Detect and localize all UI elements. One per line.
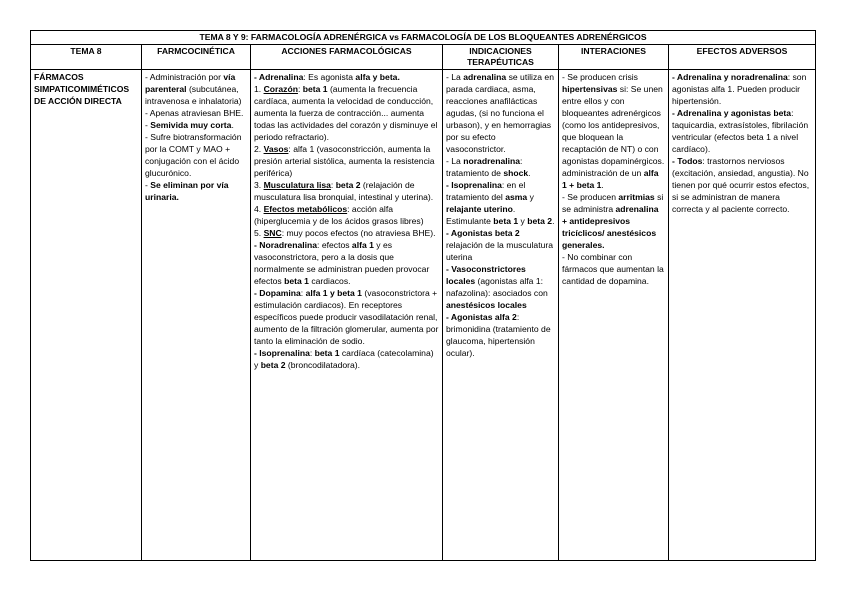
text: cardíaca (catecolamina) y [254, 348, 434, 370]
cell-interacciones [559, 70, 669, 561]
accion-item [254, 227, 439, 239]
text: : efectos [317, 240, 352, 250]
cell-tema [31, 70, 142, 561]
header-efectos: EFECTOS ADVERSOS [669, 45, 816, 70]
text: (relajación de musculatura lisa bronquial, intestinal y uterina). [254, 180, 434, 202]
header-farmacocinetica: FARMCOCINÉTICA [142, 45, 251, 70]
table-title: TEMA 8 Y 9: FARMACOLOGÍA ADRENÉRGICA vs FARMACOLOGÍA DE LOS BLOQUEANTES ADRENÉRGICOS [31, 31, 816, 45]
text: . [552, 216, 555, 226]
text-bold: Semivida muy corta [150, 120, 232, 130]
cell-farmacocinetica [142, 70, 251, 561]
text: : Es agonista [303, 72, 356, 82]
text: . [601, 180, 604, 190]
efecto-item [672, 71, 812, 107]
text: 2. [254, 144, 264, 154]
text: : [300, 288, 306, 298]
text: : son agonistas alfa 1. Pueden producir hipertensión. [672, 72, 807, 106]
interaccion-item [562, 191, 665, 251]
text: - La [446, 156, 464, 166]
text: : alfa 1 (vasoconstricción, aumenta la presión arterial sistólica, aumenta la resistencia periférica) [254, 144, 435, 178]
farmaco-item: - Sufre biotransformación por la COMT y MAO + conjugación con el ácido glucurónico. [145, 132, 242, 178]
header-interacciones: INTERACIONES [559, 45, 669, 70]
text-bold: adrenalina [463, 72, 507, 82]
indicacion-item [446, 311, 555, 359]
text-bold: alfa y beta. [355, 72, 400, 82]
cell-acciones [251, 70, 443, 561]
indicacion-item [446, 155, 555, 179]
text-bold: alfa 1 [351, 240, 374, 250]
text: : brimonidina (tratamiento de glaucoma, hipertensión ocular). [446, 312, 551, 358]
text: - [145, 120, 151, 130]
text: (agonistas alfa 1: nafazolina): asociados con [446, 276, 548, 298]
table-title-row [31, 31, 816, 45]
indicacion-item [446, 263, 555, 311]
interaccion-item [562, 71, 665, 191]
text-bold: beta 1 [284, 276, 309, 286]
text: (vasoconstrictora + estimulación cardiacos). En receptores específicos puede producir vasodilatación renal, aumento de la filtración glomerular, aumenta por tanto la eliminación de sodio. [254, 288, 439, 346]
table-header-row [31, 45, 816, 70]
text: 4. [254, 204, 264, 214]
accion-item [254, 347, 439, 371]
text: - Se producen crisis [562, 72, 638, 82]
text-bold: - Isoprenalina [254, 348, 310, 358]
text-bold: - Adrenalina [254, 72, 304, 82]
interaccion-item: - No combinar con fármacos que aumentan la cantidad de dopamina. [562, 252, 664, 286]
text-bold: beta 1 [493, 216, 519, 226]
text: : trastornos nerviosos (excitación, ansiedad, angustia). No tienen por qué ocurrir estos efectos, si se administran de manera correcta y al paciente correcto. [672, 156, 810, 214]
accion-item [254, 143, 439, 179]
text: - [145, 180, 151, 190]
efecto-item [672, 107, 812, 155]
text-bold: beta 2 [335, 180, 361, 190]
text: : muy pocos efectos (no atraviesa BHE). [281, 228, 436, 238]
farmaco-item [145, 179, 247, 203]
text: . [231, 120, 234, 130]
text: : [297, 84, 303, 94]
text: 3. [254, 180, 264, 190]
text-underline: SNC [263, 228, 282, 238]
text: (aumenta la frecuencia cardíaca, aumenta la velocidad de conducción, aumenta la fuerza de contracción... aumenta todas las actividades del corazón y disminuye el periodo refractario). [254, 84, 438, 142]
text-bold: - Noradrenalina [254, 240, 318, 250]
accion-item [254, 71, 439, 83]
text: y es vasoconstrictora, pero a la dosis que normalmente se administran pueden provocar efectos [254, 240, 430, 286]
text-bold: - Agonistas alfa 2 [446, 312, 517, 322]
text-bold: - Dopamina [254, 288, 301, 298]
pharmacology-table [30, 30, 816, 561]
text-bold: - Adrenalina y noradrenalina [672, 72, 788, 82]
header-indicaciones: INDICACIONES TERAPÉUTICAS [443, 45, 559, 70]
accion-item [254, 287, 439, 347]
text-bold: - Vasoconstrictores locales [446, 264, 526, 286]
text-bold: alfa 1 y beta 1 [305, 288, 362, 298]
text-bold: hipertensivas [562, 84, 618, 94]
header-tema: TEMA 8 [31, 45, 142, 70]
indicacion-item [446, 179, 555, 227]
text: se utiliza en parada cardiaca, asma, reacciones anafilácticas agudas, (si no funciona el urbason), y en hemorragias por su efecto vasoconstrictor. [446, 72, 554, 154]
text-bold: noradrenalina [463, 156, 521, 166]
text: . Estimulante [446, 204, 516, 226]
text: relajación de la musculatura uterina [446, 240, 554, 262]
text: : en el tratamiento del [446, 180, 526, 202]
text-bold: relajante uterino [446, 204, 513, 214]
text: - La [446, 72, 464, 82]
text-underline: Musculatura lisa [263, 180, 331, 190]
text: 5. [254, 228, 264, 238]
farmaco-item [145, 71, 247, 107]
text-bold: beta 2 [260, 360, 286, 370]
tema-line: SIMPATICOMIMÉTICOS [34, 84, 130, 94]
text-bold: - Agonistas beta 2 [446, 228, 520, 238]
text-bold: - Todos [672, 156, 703, 166]
text: : [330, 180, 336, 190]
text: si: Se unen entre ellos y con bloqueantes adrenérgicos (como los antidepresivos, que bloquean la recaptación de NT) o con agonistas dopaminérgicos. administración de un [562, 84, 665, 178]
table-body-row [31, 70, 816, 561]
text: si se administra [562, 192, 664, 214]
text-bold: shock [503, 168, 529, 178]
text-bold: beta 2 [527, 216, 553, 226]
text-bold: vía parenteral [145, 72, 236, 94]
text-bold: arritmias [618, 192, 655, 202]
tema-line: DE ACCIÓN DIRECTA [34, 96, 122, 106]
text-bold: beta 1 [302, 84, 328, 94]
document-page [30, 30, 815, 561]
text: - Se producen [562, 192, 619, 202]
indicacion-item [446, 71, 555, 155]
text: y [527, 192, 534, 202]
text-bold: - Adrenalina y agonistas beta [672, 108, 792, 118]
text-bold: anestésicos locales [446, 300, 527, 310]
tema-line: FÁRMACOS [34, 72, 84, 82]
text: y [518, 216, 528, 226]
header-acciones: ACCIONES FARMACOLÓGICAS [251, 45, 443, 70]
farmaco-item: - Apenas atraviesan BHE. [145, 108, 244, 118]
text: 1. [254, 84, 264, 94]
cell-indicaciones [443, 70, 559, 561]
text-underline: Efectos metabólicos [263, 204, 348, 214]
accion-item [254, 203, 439, 227]
text: (broncodilatadora). [285, 360, 361, 370]
text-bold: - Isoprenalina [446, 180, 502, 190]
text-underline: Vasos [263, 144, 289, 154]
text-bold: Se eliminan por vía urinaria. [145, 180, 229, 202]
farmaco-item [145, 119, 247, 131]
text-bold: adrenalina + antidepresivos tricíclicos/ anestésicos generales. [562, 204, 659, 250]
text: - Administración por [145, 72, 224, 82]
text: : acción alfa (hiperglucemia y de los ácidos grasos libres) [254, 204, 424, 226]
text: : tratamiento de [446, 156, 523, 178]
text: : [309, 348, 315, 358]
indicacion-item [446, 227, 555, 263]
text: : taquicardia, extrasístoles, fibrilación ventricular (efectos beta 1 a nivel cardíaco). [672, 108, 809, 154]
text-bold: alfa 1 + beta 1 [562, 168, 659, 190]
cell-efectos [669, 70, 816, 561]
text-bold: beta 1 [314, 348, 340, 358]
text: . [528, 168, 531, 178]
efecto-item [672, 155, 812, 215]
text-bold: asma [505, 192, 528, 202]
text-underline: Corazón [263, 84, 298, 94]
accion-item [254, 83, 439, 143]
accion-item [254, 179, 439, 203]
text: cardiacos. [308, 276, 351, 286]
text: (subcutánea, intravenosa e inhalatoria) [145, 84, 242, 106]
accion-item [254, 239, 439, 287]
